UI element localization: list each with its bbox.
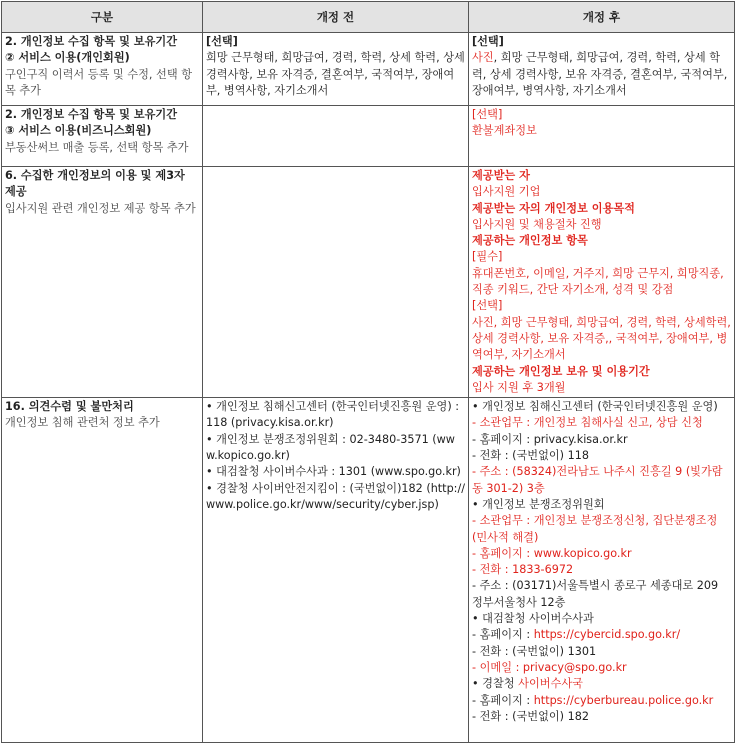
after-added-text: 사진 [472, 51, 494, 65]
spo-email: - 이메일 : privacy@spo.go.kr [472, 660, 627, 674]
table-row [2, 398, 735, 743]
before-item: • 대검찰청 사이버수사과 : 1301 (www.spo.go.kr) [206, 465, 461, 479]
table-row [2, 167, 735, 398]
provided-to-text: 입사지원 기업 [472, 185, 541, 199]
kopico-phone: - 전화 : 1833-6972 [472, 563, 574, 577]
category-cell [2, 167, 203, 398]
before-item: • 경찰청 사이버안전지킴이 : (국번없이)182 (http://www.police.go.kr/www/security/cyber.jsp) [206, 481, 465, 511]
items-heading: 제공하는 개인정보 항목 [472, 234, 588, 248]
category-cell [2, 33, 203, 106]
required-tag: [필수] [472, 250, 503, 264]
category-title: 6. 수집한 개인정보의 이용 및 제3자 제공 [5, 169, 185, 199]
after-cell [469, 398, 735, 743]
spo-phone: - 전화 : (국번없이) 1301 [472, 644, 597, 658]
required-items: 휴대폰번호, 이메일, 거주지, 희망 근무지, 희망직종, 직종 키워드, 간단 자기소개, 성격 및 강점 [472, 266, 724, 297]
spo-homepage-link: https://cybercid.spo.go.kr/ [533, 628, 681, 642]
before-cell [203, 167, 469, 398]
provided-to-heading: 제공받는 자 [472, 169, 530, 182]
after-cell [469, 167, 735, 398]
after-text: , 희망 근무형태, 희망급여, 경력, 학력, 상세 학력, 상세 경력사항, 보유 자격증, 결혼여부, 국적여부, 장애여부, 병역사항, 자기소개서 [472, 51, 728, 97]
category-title: 16. 의견수렴 및 불만처리 [5, 400, 134, 414]
comparison-table [1, 1, 735, 743]
kisa-address: - 주소 : (58324)전라남도 나주시 진흥길 9 (빛가람동 301-2) 3층 [472, 465, 723, 495]
header-row [2, 2, 735, 33]
category-title: 2. 개인정보 수집 항목 및 보유기간 [5, 35, 178, 48]
kopico-duty: - 소관업무 : 개인정보 분쟁조정신청, 집단분쟁조정 (민사적 해결) [472, 514, 718, 544]
category-subtitle: ② 서비스 이용(개인회원) [5, 51, 130, 65]
retention-text: 입사 지원 후 3개월 [472, 380, 566, 394]
header-before: 개정 전 [203, 2, 469, 33]
kisa-homepage: - 홈페이지 : privacy.kisa.or.kr [472, 432, 628, 446]
kopico-address: - 주소 : (03171)서울특별시 종로구 세종대로 209 정부서울청사 12층 [472, 579, 719, 609]
category-cell [2, 106, 203, 167]
category-cell [2, 398, 203, 743]
police-title-added: 사이버수사국 [518, 677, 583, 691]
kopico-title: • 개인정보 분쟁조정위원회 [472, 497, 605, 511]
purpose-text: 입사지원 및 채용절차 진행 [472, 217, 602, 231]
before-item: • 개인정보 분쟁조정위원회 : 02-3480-3571 (www.kopico.go.kr) [206, 432, 455, 463]
retention-heading: 제공하는 개인정보 보유 및 이용기간 [472, 364, 650, 378]
police-phone: - 전화 : (국번없이) 182 [472, 709, 589, 723]
before-text: 희망 근무형태, 희망급여, 경력, 학력, 상세 학력, 상세 경력사항, 보유 자격증, 결혼여부, 국적여부, 장애여부, 병역사항, 자기소개서 [206, 51, 465, 97]
category-desc: 입사지원 관련 개인정보 제공 항목 추가 [5, 201, 196, 215]
before-item: • 개인정보 침해신고센터 (한국인터넷진흥원 운영) : 118 (privacy.kisa.or.kr) [206, 400, 460, 430]
optional-tag: [선택] [472, 299, 503, 313]
table-row [2, 33, 735, 106]
police-title: • 경찰청 [472, 677, 519, 691]
after-tag: [선택] [472, 108, 503, 121]
category-desc: 부동산써브 매출 등록, 선택 항목 추가 [5, 140, 189, 154]
optional-items: 사진, 희망 근무형태, 희망급여, 경력, 학력, 상세학력, 상세 경력사항, 보유 자격증,, 국적여부, 장애여부, 병역여부, 자기소개서 [472, 315, 731, 362]
kisa-phone: - 전화 : (국번없이) 118 [472, 449, 589, 463]
kisa-duty: - 소관업무 : 개인정보 침해사실 신고, 상담 신청 [472, 416, 703, 430]
after-tag: [선택] [472, 35, 504, 48]
kisa-title: • 개인정보 침해신고센터 (한국인터넷진흥원 운영) [472, 400, 718, 414]
before-tag: [선택] [206, 35, 238, 48]
after-text: 환불계좌정보 [472, 124, 537, 138]
after-cell [469, 33, 735, 106]
police-homepage-link: https://cyberbureau.police.go.kr [533, 693, 714, 707]
before-cell [203, 398, 469, 743]
category-title: 2. 개인정보 수집 항목 및 보유기간 [5, 108, 178, 121]
table-row [2, 106, 735, 167]
before-cell [203, 106, 469, 167]
before-cell [203, 33, 469, 106]
spo-homepage-label: - 홈페이지 : [472, 628, 534, 642]
category-desc: 구인구직 이력서 등록 및 수정, 선택 항목 추가 [5, 67, 193, 97]
header-category: 구분 [2, 2, 203, 33]
purpose-heading: 제공받는 자의 개인정보 이용목적 [472, 201, 635, 215]
police-homepage-label: - 홈페이지 : [472, 693, 534, 707]
after-cell [469, 106, 735, 167]
spo-title: • 대검찰청 사이버수사과 [472, 612, 594, 626]
category-subtitle: ③ 서비스 이용(비즈니스회원) [5, 124, 152, 138]
kopico-homepage: - 홈페이지 : www.kopico.go.kr [472, 546, 632, 560]
category-desc: 개인정보 침해 관련처 정보 추가 [5, 416, 160, 430]
header-after: 개정 후 [469, 2, 735, 33]
